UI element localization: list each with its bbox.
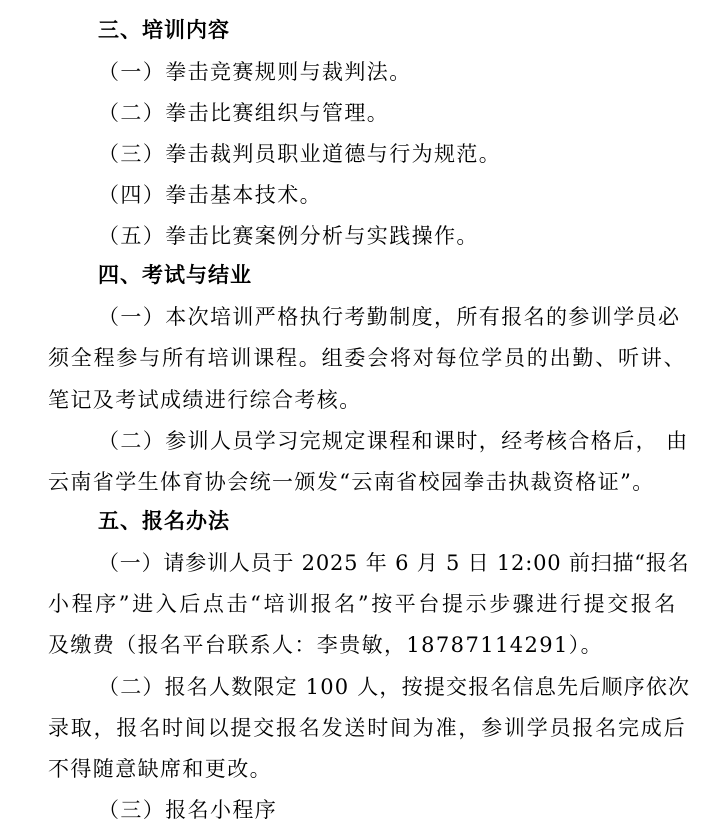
section-heading-exam-completion: 四、考试与结业 xyxy=(98,263,252,287)
paragraph-line: 及缴费（报名平台联系人：李贵敏，18787114291）。 xyxy=(48,633,604,657)
paragraph-line: 录取，报名时间以提交报名发送时间为准，参训学员报名完成后 xyxy=(48,716,687,740)
paragraph-line: 不得随意缺席和更改。 xyxy=(48,757,272,781)
section-heading-training-content: 三、培训内容 xyxy=(98,18,230,42)
list-item: （二）拳击比赛组织与管理。 xyxy=(98,101,390,125)
paragraph-line: 须全程参与所有培训课程。组委会将对每位学员的出勤、听讲、 xyxy=(48,346,687,370)
list-item: （四）拳击基本技术。 xyxy=(98,183,322,207)
paragraph-line: 笔记及考试成绩进行综合考核。 xyxy=(48,388,362,412)
paragraph-line: 小程序”进入后点击“培训报名”按平台提示步骤进行提交报名 xyxy=(48,592,679,616)
paragraph-line: （一）本次培训严格执行考勤制度，所有报名的参训学员必 xyxy=(98,305,681,329)
list-item: （一）拳击竞赛规则与裁判法。 xyxy=(98,60,412,84)
paragraph-line: （三）报名小程序 xyxy=(98,798,278,822)
section-heading-registration: 五、报名办法 xyxy=(98,509,230,533)
paragraph-line: （一）请参训人员于 2025 年 6 月 5 日 12:00 前扫描“报名 xyxy=(98,551,690,575)
paragraph-line: （二）参训人员学习完规定课程和课时，经考核合格后， 由 xyxy=(98,429,689,453)
list-item: （三）拳击裁判员职业道德与行为规范。 xyxy=(98,142,502,166)
paragraph-line: （二）报名人数限定 100 人，按提交报名信息先后顺序依次 xyxy=(98,675,691,699)
paragraph-line: 云南省学生体育协会统一颁发“云南省校园拳击执裁资格证”。 xyxy=(48,470,655,494)
list-item: （五）拳击比赛案例分析与实践操作。 xyxy=(98,224,479,248)
